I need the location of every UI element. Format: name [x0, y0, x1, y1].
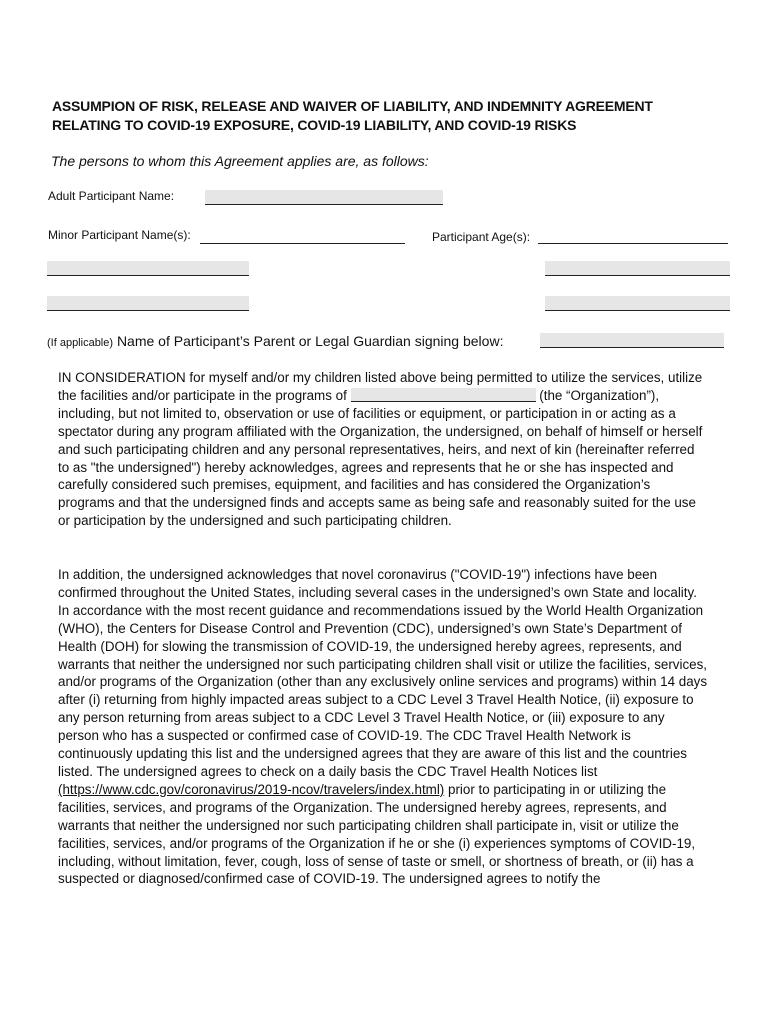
title-line-1: ASSUMPION OF RISK, RELEASE AND WAIVER OF LIABILITY, AND INDEMNITY AGREEMENT	[52, 98, 653, 114]
consideration-text-2: (the “Organization”), including, but not limited to, observation or use of facilities or equipment, or participation in or acting as a spectator during any program affiliated with the Organization, the undersigned, on behalf of himself or herself and such participating children and any personal representatives, heirs, and next of kin (hereinafter referred to as "the undersigned") hereby acknowledges, agrees and represents that he or she has inspected and carefully considered such premises, equipment, and facilities and has considered the Organization’s programs and that the undersigned finds and accepts same as being safe and reasonably suited for the use or participation by the undersigned and such participating children.	[58, 387, 703, 529]
adult-participant-label: Adult Participant Name:	[48, 189, 175, 203]
title-line-2: RELATING TO COVID-19 EXPOSURE, COVID-19 LIABILITY, AND COVID-19 RISKS	[52, 117, 577, 133]
participant-ages-label: Participant Age(s):	[432, 230, 531, 244]
if-applicable-note: (If applicable)	[47, 337, 114, 349]
guardian-name-field[interactable]	[540, 333, 724, 348]
consideration-paragraph	[58, 369, 708, 530]
organization-name-field[interactable]	[351, 388, 536, 402]
minor-name-field-2[interactable]	[47, 261, 249, 276]
document-title	[52, 97, 752, 135]
intro-text: The persons to whom this Agreement applies are, as follows:	[51, 153, 429, 169]
guardian-label	[47, 333, 503, 349]
covid-text-2: prior to participating in or utilizing the facilities, services, and programs of the Organization. The undersigned hereby agrees, represents, and warrants that neither the undersigned nor such participating children shall participate in, visit or utilize the facilities, services, and/or programs of the Organization if he or she (i) experiences symptoms of COVID-19, including, without limitation, fever, cough, loss of sense of taste or smell, or shortness of breath, or (ii) has a suspected or diagnosed/confirmed case of COVID-19. The undersigned agrees to notify the	[58, 781, 696, 887]
consideration-text-1: IN CONSIDERATION for myself and/or my children listed above being permitted to utilize the services, utilize the facilities and/or participate in the programs of	[58, 370, 703, 403]
cdc-travel-link[interactable]: (https://www.cdc.gov/coronavirus/2019-ncov/travelers/index.html)	[58, 781, 445, 797]
age-field-3[interactable]	[545, 296, 730, 311]
guardian-label-text: Name of Participant’s Parent or Legal Guardian signing below:	[116, 333, 504, 349]
minor-participant-label: Minor Participant Name(s):	[48, 228, 191, 242]
covid-text-1: In addition, the undersigned acknowledges that novel coronavirus ("COVID-19") infections have been confirmed throughout the United States, including several cases in the undersigned’s own State and locality. In accordance with the most recent guidance and recommendations issued by the World Health Organization (WHO), the Centers for Disease Control and Prevention (CDC), undersigned’s own State’s Department of Health (DOH) for slowing the transmission of COVID-19, the undersigned hereby agrees, represents, and warrants that neither the undersigned nor such participating children shall visit or utilize the facilities, services, and/or programs of the Organization (other than any exclusively online services and programs) within 14 days after (i) returning from highly impacted areas subject to a CDC Level 3 Travel Health Notice, (ii) exposure to any person returning from areas subject to a CDC Level 3 Travel Health Notice, or (iii) exposure to any person who has a suspected or confirmed case of COVID-19. The CDC Travel Health Network is continuously updating this list and the undersigned agrees that they are aware of this list and the countries listed. The undersigned agrees to check on a daily basis the CDC Travel Health Notices list	[58, 567, 708, 779]
minor-name-field-3[interactable]	[47, 296, 249, 311]
adult-participant-field[interactable]	[205, 190, 443, 205]
participant-ages-field[interactable]	[538, 243, 728, 244]
covid-paragraph	[58, 566, 708, 888]
age-field-2[interactable]	[545, 261, 730, 276]
minor-participant-field[interactable]	[200, 243, 405, 244]
